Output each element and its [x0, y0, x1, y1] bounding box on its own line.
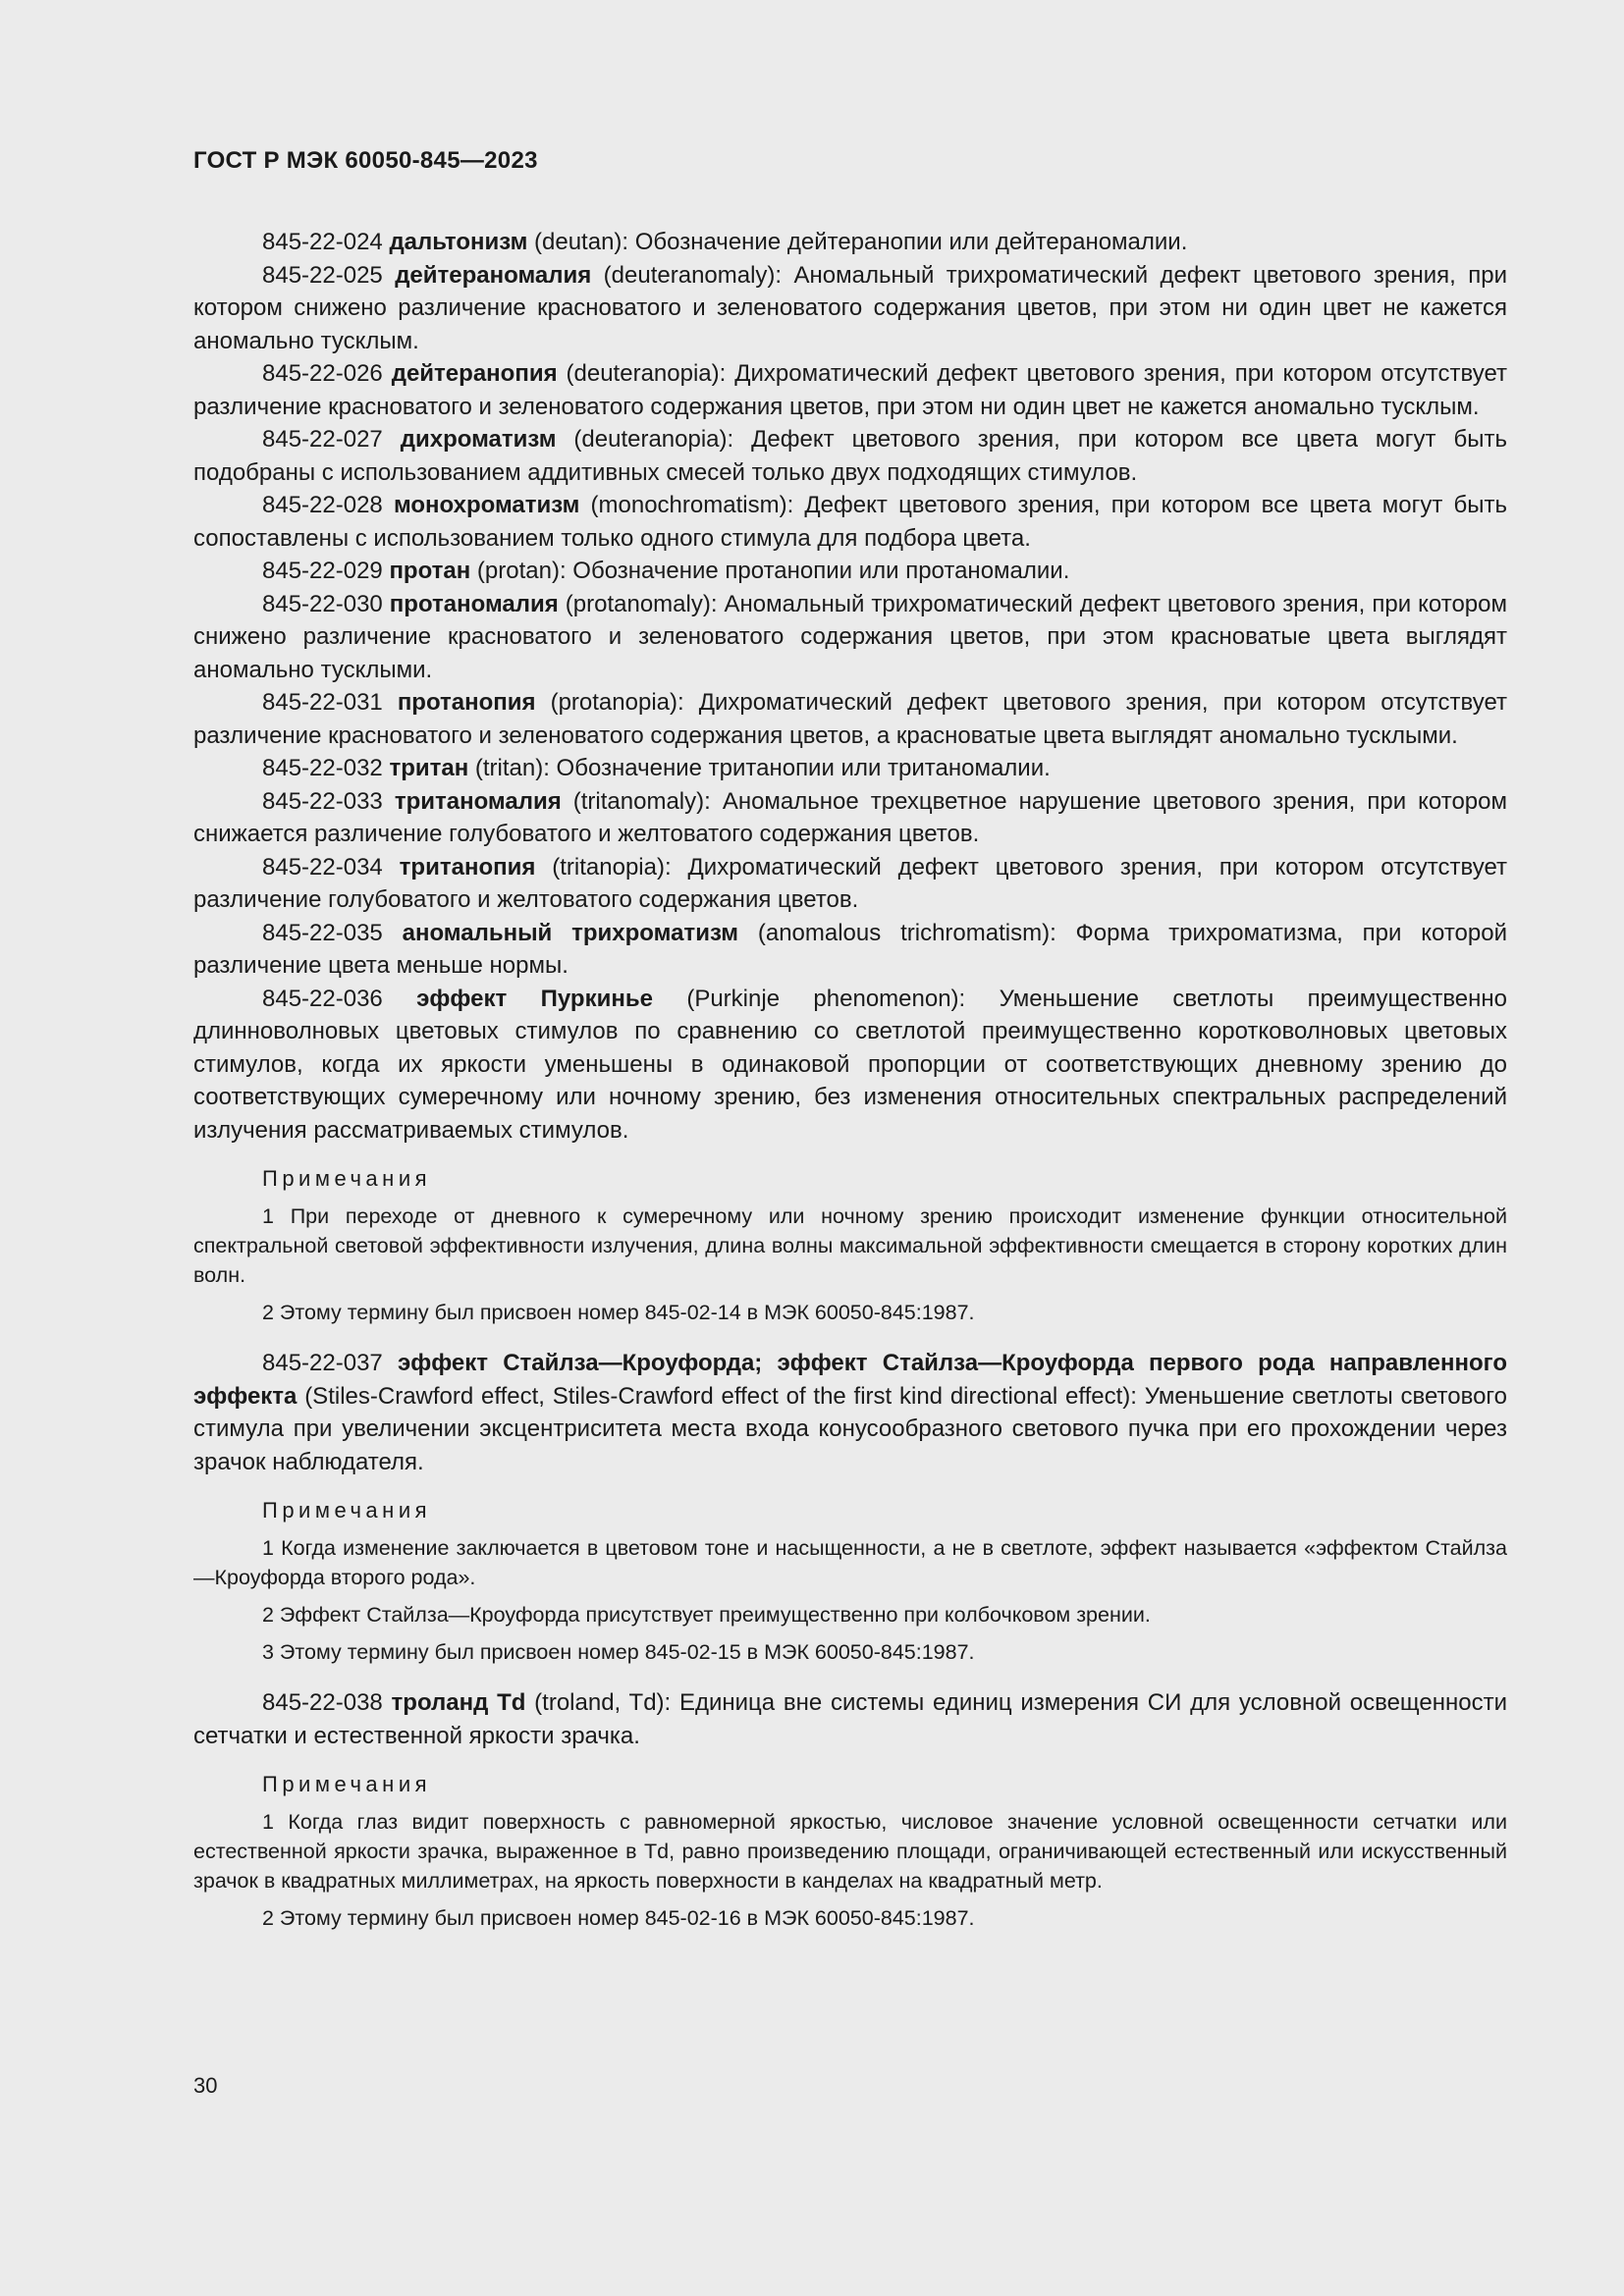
term-entry [193, 588, 1507, 687]
note-item: 3 Этому термину был присвоен номер 845-02-15 в МЭК 60050-845:1987. [262, 1640, 975, 1664]
term-number: 845-22-025 [262, 261, 383, 289]
document-body [193, 226, 1507, 1941]
term-name: эффект Пуркинье [416, 985, 653, 1012]
term-definition: (protanomaly): Аномальный трихроматический дефект цветового зрения, при котором снижено различение красноватого и зеленоватого содержания цветов, при этом красноватые цвета выглядят аномально тусклыми. [193, 590, 1507, 683]
term-number: 845-22-033 [262, 787, 383, 815]
page-header: ГОСТ Р МЭК 60050-845—2023 [193, 147, 538, 174]
term-entry [193, 1347, 1507, 1478]
notes-heading: Примечания [262, 1166, 432, 1191]
term-number: 845-22-028 [262, 492, 383, 518]
term-entry [193, 489, 1507, 555]
term-number: 845-22-032 [262, 755, 383, 781]
term-entry [193, 983, 1507, 1148]
term-number: 845-22-024 [262, 229, 383, 255]
term-name: аномальный трихроматизм [402, 919, 739, 946]
term-name: протаномалия [389, 590, 559, 617]
term-name: дихроматизм [400, 426, 557, 453]
term-definition: (deutan): Обозначение дейтеранопии или дейтераномалии. [527, 229, 1188, 255]
term-number: 845-22-037 [262, 1350, 383, 1376]
term-entry [193, 752, 1507, 785]
note-item: 1 Когда изменение заключается в цветовом тоне и насыщенности, а не в светлоте, эффект называется «эффектом Стайлза—Кроуфорда второго рода». [193, 1536, 1507, 1589]
term-definition: (deuteranomaly): Аномальный трихроматический дефект цветового зрения, при котором снижено различение красноватого и зеленоватого содержания цветов, при этом ни один цвет не кажется аномально тусклым. [193, 261, 1507, 354]
term-name: дальтонизм [389, 229, 528, 255]
notes-heading: Примечания [262, 1498, 432, 1522]
term-definition: (tritan): Обозначение тританопии или тританомалии. [468, 755, 1051, 781]
term-definition: (tritanopia): Дихроматический дефект цветового зрения, при котором отсутствует различение голубоватого и желтоватого содержания цветов. [193, 853, 1507, 913]
term-entry [193, 917, 1507, 983]
term-number: 845-22-038 [262, 1689, 383, 1716]
note-item: 1 При переходе от дневного к сумеречному или ночному зрению происходит изменение функции относительной спектральной световой эффективности излучения, длина волны максимальной эффективности смещается в сторону коротких длин волн. [193, 1204, 1507, 1287]
term-entry [193, 686, 1507, 752]
term-name: дейтеранопия [391, 360, 558, 387]
note-item: 1 Когда глаз видит поверхность с равномерной яркостью, числовое значение условной освещенности сетчатки или естественной яркости зрачка, выраженное в Td, равно произведению площади, ограничивающей естественный или искусственный зрачок в квадратных миллиметрах, на яркость поверхности в канделах на квадратный метр. [193, 1810, 1507, 1893]
term-number: 845-22-029 [262, 558, 383, 584]
term-name: тритан [389, 755, 469, 781]
term-number: 845-22-031 [262, 689, 383, 716]
term-definition: (anomalous trichromatism): Форма трихроматизма, при которой различение цвета меньше нормы. [193, 919, 1507, 979]
term-definition: (Stiles-Crawford effect, Stiles-Crawford effect of the first kind directional effect): Уменьшение светлоты светового стимула при увеличении эксцентриситета места входа конусообразного светового пучка при его прохождении через зрачок наблюдателя. [193, 1382, 1507, 1475]
term-name: дейтераномалия [395, 261, 592, 289]
term-number: 845-22-034 [262, 853, 383, 881]
term-name: протан [389, 558, 471, 584]
note-item: 2 Этому термину был присвоен номер 845-02-16 в МЭК 60050-845:1987. [262, 1906, 975, 1930]
term-entry [193, 259, 1507, 358]
term-name: монохроматизм [393, 492, 580, 518]
term-number: 845-22-027 [262, 426, 383, 453]
notes-heading: Примечания [262, 1772, 432, 1796]
term-name: протанопия [397, 689, 536, 716]
term-entry [193, 851, 1507, 917]
term-name: эффект Стайлза—Кроуфорда; эффект Стайлза—Кроуфорда первого рода направленного эффекта [193, 1350, 1507, 1410]
term-definition: (deuteranopia): Дихроматический дефект цветового зрения, при котором отсутствует различение красноватого и зеленоватого содержания цветов, при этом ни один цвет не кажется аномально тусклым. [193, 360, 1507, 420]
term-number: 845-22-030 [262, 590, 383, 617]
term-definition: (tritanomaly): Аномальное трехцветное нарушение цветового зрения, при котором снижается различение голубоватого и желтоватого содержания цветов. [193, 787, 1507, 847]
term-entry [193, 226, 1507, 259]
term-entry [193, 555, 1507, 588]
term-entry [193, 357, 1507, 423]
term-name: тританопия [399, 853, 536, 881]
term-number: 845-22-035 [262, 919, 383, 946]
note-item: 2 Эффект Стайлза—Кроуфорда присутствует преимущественно при колбочковом зрении. [262, 1603, 1151, 1627]
note-item: 2 Этому термину был присвоен номер 845-02-14 в МЭК 60050-845:1987. [262, 1301, 975, 1324]
term-definition: (troland, Td): Единица вне системы единиц измерения СИ для условной освещенности сетчатки и естественной яркости зрачка. [193, 1689, 1507, 1749]
term-number: 845-22-036 [262, 985, 383, 1012]
term-entry [193, 423, 1507, 489]
term-definition: (deuteranopia): Дефект цветового зрения, при котором все цвета могут быть подобраны с использованием аддитивных смесей только двух подходящих стимулов. [193, 426, 1507, 486]
term-number: 845-22-026 [262, 360, 383, 387]
term-definition: (protan): Обозначение протанопии или протаномалии. [470, 558, 1070, 584]
term-entry [193, 1686, 1507, 1752]
term-definition: (monochromatism): Дефект цветового зрения, при котором все цвета могут быть сопоставлены с использованием только одного стимула для подбора цвета. [193, 492, 1507, 552]
term-definition: (Purkinje phenomenon): Уменьшение светлоты преимущественно длинноволновых цветовых стимулов по сравнению со светлотой преимущественно коротковолновых цветовых стимулов, когда их яркости уменьшены в одинаковой пропорции от соответствующих дневному зрению до соответствующих сумеречному или ночному зрению, без изменения относительных спектральных распределений излучения рассматриваемых стимулов. [193, 985, 1508, 1144]
term-name: тританомалия [394, 787, 562, 815]
term-definition: (protanopia): Дихроматический дефект цветового зрения, при котором отсутствует различение красноватого и зеленоватого содержания цветов, а красноватые цвета выглядят аномально тусклыми. [193, 689, 1508, 749]
term-entry [193, 785, 1507, 851]
term-name: троланд Td [391, 1689, 526, 1716]
page-number: 30 [193, 2073, 218, 2098]
